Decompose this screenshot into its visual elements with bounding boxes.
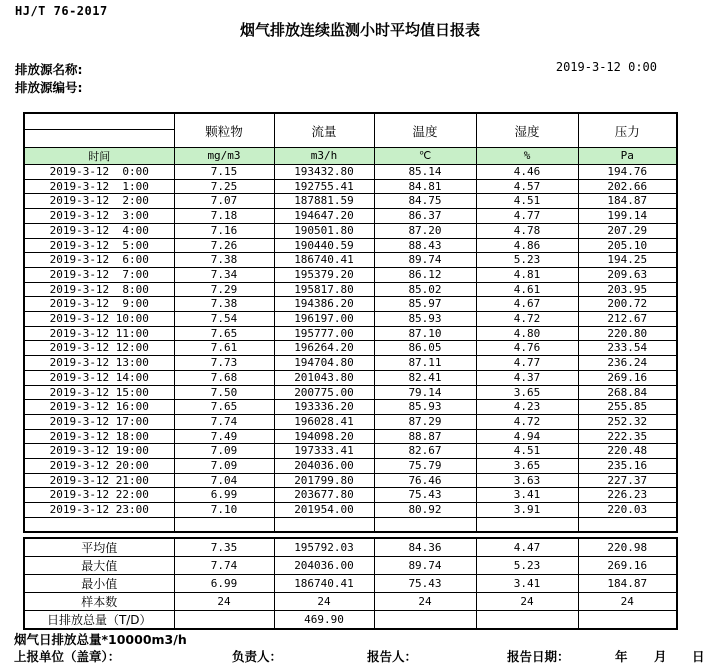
value-cell: 220.03 (578, 503, 677, 518)
data-row (24, 194, 677, 209)
column-name-header: 流量 (274, 113, 374, 148)
value-cell: 203677.80 (274, 488, 374, 503)
time-cell: 2019-3-12 13:00 (24, 356, 174, 371)
summary-value-cell: 195792.03 (274, 538, 374, 557)
time-cell: 2019-3-12 19:00 (24, 444, 174, 459)
data-row (24, 488, 677, 503)
summary-value-cell: 24 (374, 592, 476, 610)
value-cell: 7.65 (174, 326, 274, 341)
time-cell: 2019-3-12 21:00 (24, 473, 174, 488)
value-cell: 4.61 (476, 282, 578, 297)
value-cell: 227.37 (578, 473, 677, 488)
value-cell: 209.63 (578, 267, 677, 282)
column-unit-header: % (476, 148, 578, 165)
pollutant-name-row (24, 113, 677, 148)
value-cell: 7.09 (174, 444, 274, 459)
value-cell: 4.46 (476, 165, 578, 180)
time-cell: 2019-3-12 2:00 (24, 194, 174, 209)
value-cell: 194.25 (578, 253, 677, 268)
data-row (24, 503, 677, 518)
empty-cell (274, 517, 374, 532)
data-row (24, 414, 677, 429)
value-cell: 86.12 (374, 267, 476, 282)
data-row (24, 400, 677, 415)
value-cell: 4.67 (476, 297, 578, 312)
value-cell: 194098.20 (274, 429, 374, 444)
summary-value-cell (174, 610, 274, 629)
column-name-header: 颗粒物 (174, 113, 274, 148)
value-cell: 269.16 (578, 370, 677, 385)
summary-row (24, 574, 677, 592)
value-cell: 7.61 (174, 341, 274, 356)
value-cell: 85.14 (374, 165, 476, 180)
data-row (24, 385, 677, 400)
value-cell: 187881.59 (274, 194, 374, 209)
column-unit-header: m3/h (274, 148, 374, 165)
summary-value-cell: 3.41 (476, 574, 578, 592)
source-name-label: 排放源名称: (15, 62, 83, 77)
time-cell: 2019-3-12 8:00 (24, 282, 174, 297)
value-cell: 87.29 (374, 414, 476, 429)
summary-value-cell: 24 (274, 592, 374, 610)
summary-value-cell: 24 (476, 592, 578, 610)
value-cell: 201799.80 (274, 473, 374, 488)
value-cell: 222.35 (578, 429, 677, 444)
summary-label-cell: 最小值 (24, 574, 174, 592)
time-cell: 2019-3-12 20:00 (24, 459, 174, 474)
summary-label-cell: 日排放总量（T/D） (24, 610, 174, 629)
data-row (24, 253, 677, 268)
value-cell: 4.72 (476, 414, 578, 429)
data-row (24, 473, 677, 488)
value-cell: 7.73 (174, 356, 274, 371)
value-cell: 252.32 (578, 414, 677, 429)
empty-cell (24, 517, 174, 532)
summary-value-cell: 7.35 (174, 538, 274, 557)
column-unit-header: Pa (578, 148, 677, 165)
summary-value-cell: 186740.41 (274, 574, 374, 592)
value-cell: 89.74 (374, 253, 476, 268)
value-cell: 7.29 (174, 282, 274, 297)
value-cell: 201043.80 (274, 370, 374, 385)
value-cell: 7.68 (174, 370, 274, 385)
reporter-label: 报告人： (367, 649, 418, 664)
summary-table (23, 537, 678, 630)
summary-value-cell: 469.90 (274, 610, 374, 629)
value-cell: 7.04 (174, 473, 274, 488)
value-cell: 196264.20 (274, 341, 374, 356)
value-cell: 7.54 (174, 312, 274, 327)
value-cell: 4.81 (476, 267, 578, 282)
value-cell: 192755.41 (274, 179, 374, 194)
value-cell: 7.65 (174, 400, 274, 415)
summary-value-cell: 269.16 (578, 556, 677, 574)
value-cell: 4.37 (476, 370, 578, 385)
empty-cell (374, 517, 476, 532)
value-cell: 7.74 (174, 414, 274, 429)
summary-value-cell: 24 (578, 592, 677, 610)
value-cell: 196197.00 (274, 312, 374, 327)
value-cell: 4.80 (476, 326, 578, 341)
summary-value-cell: 7.74 (174, 556, 274, 574)
summary-value-cell: 24 (174, 592, 274, 610)
summary-value-cell: 75.43 (374, 574, 476, 592)
value-cell: 4.77 (476, 356, 578, 371)
value-cell: 7.25 (174, 179, 274, 194)
value-cell: 195379.20 (274, 267, 374, 282)
report-unit-label: 上报单位（盖章）： (14, 649, 121, 664)
value-cell: 4.94 (476, 429, 578, 444)
value-cell: 3.65 (476, 385, 578, 400)
time-cell: 2019-3-12 6:00 (24, 253, 174, 268)
value-cell: 4.77 (476, 209, 578, 224)
data-row (24, 326, 677, 341)
summary-value-cell: 84.36 (374, 538, 476, 557)
day-label: 日 (692, 649, 705, 664)
value-cell: 7.50 (174, 385, 274, 400)
value-cell: 4.72 (476, 312, 578, 327)
time-cell: 2019-3-12 10:00 (24, 312, 174, 327)
value-cell: 85.93 (374, 400, 476, 415)
time-cell: 2019-3-12 7:00 (24, 267, 174, 282)
value-cell: 7.26 (174, 238, 274, 253)
value-cell: 3.63 (476, 473, 578, 488)
source-id-label: 排放源编号: (15, 80, 83, 95)
column-name-header: 温度 (374, 113, 476, 148)
value-cell: 75.79 (374, 459, 476, 474)
value-cell: 4.86 (476, 238, 578, 253)
value-cell: 194.76 (578, 165, 677, 180)
value-cell: 85.93 (374, 312, 476, 327)
value-cell: 236.24 (578, 356, 677, 371)
time-cell: 2019-3-12 15:00 (24, 385, 174, 400)
data-row (24, 238, 677, 253)
value-cell: 196028.41 (274, 414, 374, 429)
value-cell: 7.07 (174, 194, 274, 209)
summary-label-cell: 平均值 (24, 538, 174, 557)
data-row (24, 444, 677, 459)
data-row (24, 341, 677, 356)
data-row (24, 312, 677, 327)
value-cell: 4.23 (476, 400, 578, 415)
data-row (24, 209, 677, 224)
value-cell: 87.11 (374, 356, 476, 371)
value-cell: 86.05 (374, 341, 476, 356)
summary-value-cell (476, 610, 578, 629)
time-cell: 2019-3-12 9:00 (24, 297, 174, 312)
value-cell: 4.51 (476, 444, 578, 459)
summary-value-cell: 6.99 (174, 574, 274, 592)
value-cell: 75.43 (374, 488, 476, 503)
time-cell: 2019-3-12 4:00 (24, 223, 174, 238)
column-name-header: 湿度 (476, 113, 578, 148)
data-row (24, 223, 677, 238)
value-cell: 195817.80 (274, 282, 374, 297)
year-label: 年 (615, 649, 628, 664)
value-cell: 194386.20 (274, 297, 374, 312)
value-cell: 3.65 (476, 459, 578, 474)
summary-row (24, 538, 677, 557)
value-cell: 220.80 (578, 326, 677, 341)
data-row (24, 370, 677, 385)
value-cell: 201954.00 (274, 503, 374, 518)
time-cell: 2019-3-12 5:00 (24, 238, 174, 253)
time-cell: 2019-3-12 11:00 (24, 326, 174, 341)
page-title: 烟气排放连续监测小时平均值日报表 (239, 21, 480, 39)
value-cell: 233.54 (578, 341, 677, 356)
responsible-label: 负责人： (232, 649, 283, 664)
value-cell: 202.66 (578, 179, 677, 194)
value-cell: 203.95 (578, 282, 677, 297)
value-cell: 195777.00 (274, 326, 374, 341)
empty-cell (174, 517, 274, 532)
summary-value-cell: 4.47 (476, 538, 578, 557)
summary-value-cell: 220.98 (578, 538, 677, 557)
time-cell: 2019-3-12 0:00 (24, 165, 174, 180)
data-row (24, 282, 677, 297)
value-cell: 199.14 (578, 209, 677, 224)
value-cell: 88.43 (374, 238, 476, 253)
time-cell: 2019-3-12 18:00 (24, 429, 174, 444)
value-cell: 4.78 (476, 223, 578, 238)
report-date-label: 报告日期： (507, 649, 570, 664)
value-cell: 4.51 (476, 194, 578, 209)
data-row (24, 459, 677, 474)
value-cell: 207.29 (578, 223, 677, 238)
data-row (24, 165, 677, 180)
value-cell: 200775.00 (274, 385, 374, 400)
value-cell: 268.84 (578, 385, 677, 400)
time-cell: 2019-3-12 1:00 (24, 179, 174, 194)
value-cell: 235.16 (578, 459, 677, 474)
time-cell: 2019-3-12 17:00 (24, 414, 174, 429)
summary-value-cell (374, 610, 476, 629)
data-row (24, 297, 677, 312)
value-cell: 255.85 (578, 400, 677, 415)
value-cell: 7.38 (174, 253, 274, 268)
monitoring-table (23, 112, 678, 533)
value-cell: 7.38 (174, 297, 274, 312)
value-cell: 82.67 (374, 444, 476, 459)
value-cell: 84.75 (374, 194, 476, 209)
empty-cell (578, 517, 677, 532)
value-cell: 193432.80 (274, 165, 374, 180)
time-cell: 2019-3-12 14:00 (24, 370, 174, 385)
data-row (24, 356, 677, 371)
report-table-area (23, 112, 678, 630)
value-cell: 186740.41 (274, 253, 374, 268)
report-datetime: 2019-3-12 0:00 (555, 60, 657, 74)
time-cell: 2019-3-12 23:00 (24, 503, 174, 518)
time-header: 时间 (24, 148, 174, 165)
data-row (24, 429, 677, 444)
value-cell: 88.87 (374, 429, 476, 444)
value-cell: 7.18 (174, 209, 274, 224)
value-cell: 7.10 (174, 503, 274, 518)
column-unit-header: ℃ (374, 148, 476, 165)
value-cell: 194704.80 (274, 356, 374, 371)
value-cell: 79.14 (374, 385, 476, 400)
value-cell: 76.46 (374, 473, 476, 488)
summary-value-cell (578, 610, 677, 629)
value-cell: 197333.41 (274, 444, 374, 459)
value-cell: 204036.00 (274, 459, 374, 474)
summary-value-cell: 5.23 (476, 556, 578, 574)
value-cell: 85.97 (374, 297, 476, 312)
value-cell: 7.16 (174, 223, 274, 238)
value-cell: 87.20 (374, 223, 476, 238)
data-row (24, 179, 677, 194)
value-cell: 190440.59 (274, 238, 374, 253)
value-cell: 205.10 (578, 238, 677, 253)
data-row (24, 267, 677, 282)
value-cell: 85.02 (374, 282, 476, 297)
value-cell: 3.41 (476, 488, 578, 503)
unit-row (24, 148, 677, 165)
standard-code: HJ/T 76-2017 (15, 4, 108, 18)
value-cell: 7.15 (174, 165, 274, 180)
summary-value-cell: 184.87 (578, 574, 677, 592)
value-cell: 200.72 (578, 297, 677, 312)
value-cell: 80.92 (374, 503, 476, 518)
summary-row (24, 610, 677, 629)
empty-cell (476, 517, 578, 532)
value-cell: 84.81 (374, 179, 476, 194)
value-cell: 220.48 (578, 444, 677, 459)
summary-label-cell: 样本数 (24, 592, 174, 610)
summary-row (24, 592, 677, 610)
value-cell: 82.41 (374, 370, 476, 385)
value-cell: 4.76 (476, 341, 578, 356)
empty-row (24, 517, 677, 532)
value-cell: 7.34 (174, 267, 274, 282)
column-unit-header: mg/m3 (174, 148, 274, 165)
summary-value-cell: 89.74 (374, 556, 476, 574)
value-cell: 4.57 (476, 179, 578, 194)
time-cell: 2019-3-12 16:00 (24, 400, 174, 415)
corner-split-cell (24, 113, 174, 148)
summary-value-cell: 204036.00 (274, 556, 374, 574)
corner-top-cell (25, 114, 174, 130)
value-cell: 194647.20 (274, 209, 374, 224)
value-cell: 226.23 (578, 488, 677, 503)
time-cell: 2019-3-12 22:00 (24, 488, 174, 503)
column-name-header: 压力 (578, 113, 677, 148)
value-cell: 212.67 (578, 312, 677, 327)
time-cell: 2019-3-12 3:00 (24, 209, 174, 224)
time-cell: 2019-3-12 12:00 (24, 341, 174, 356)
month-label: 月 (654, 649, 667, 664)
value-cell: 193336.20 (274, 400, 374, 415)
summary-label-cell: 最大值 (24, 556, 174, 574)
value-cell: 6.99 (174, 488, 274, 503)
value-cell: 86.37 (374, 209, 476, 224)
value-cell: 190501.80 (274, 223, 374, 238)
value-cell: 7.49 (174, 429, 274, 444)
value-cell: 5.23 (476, 253, 578, 268)
corner-bottom-cell (25, 130, 174, 147)
value-cell: 87.10 (374, 326, 476, 341)
footer-note: 烟气日排放总量*10000m3/h (14, 632, 187, 647)
value-cell: 184.87 (578, 194, 677, 209)
summary-row (24, 556, 677, 574)
value-cell: 7.09 (174, 459, 274, 474)
value-cell: 3.91 (476, 503, 578, 518)
